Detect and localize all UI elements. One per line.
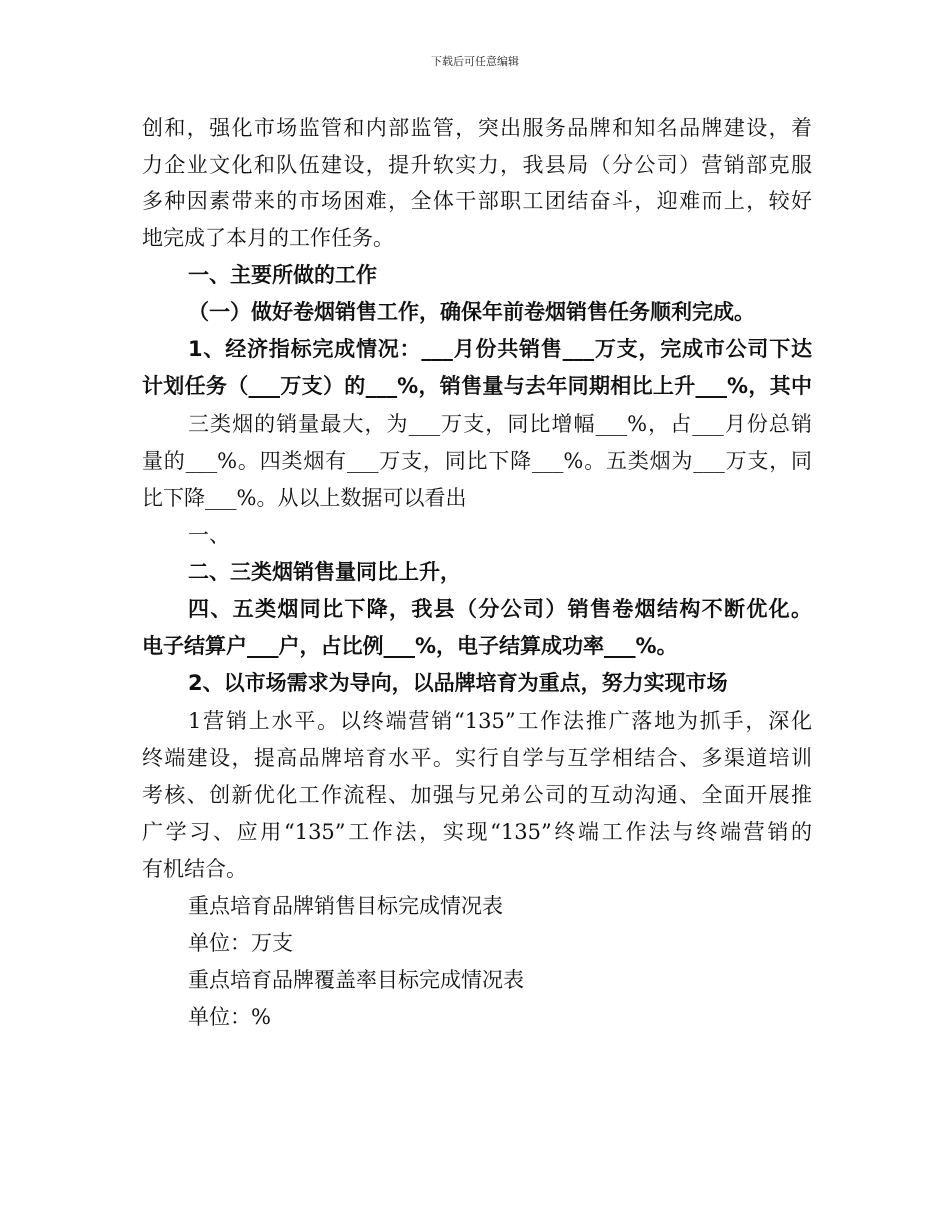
paragraph-line: 有机结合。 [142, 857, 247, 881]
paragraph-line: 电子结算户___户，占比例___%，电子结算成功率___%。 [142, 634, 678, 658]
paragraph-line: 1营销上水平。以终端营销“135”工作法推广落地为抓手，深化 [188, 709, 812, 733]
section-heading: 一、主要所做的工作 [188, 263, 377, 287]
paragraph-line: 多种因素带来的市场困难，全体干部职工团结奋斗，迎难而上，较好 [142, 189, 812, 213]
paragraph-line: 三类烟的销量最大，为___万支，同比增幅___%，占___月份总销 [188, 412, 812, 436]
paragraph-line: 地完成了本月的工作任务。 [142, 226, 394, 250]
paragraph-line: 考核、创新优化工作流程、加强与兄弟公司的互动沟通、全面开展推 [142, 783, 812, 807]
paragraph-line: 1、经济指标完成情况：___月份共销售___万支，完成市公司下达 [188, 337, 812, 361]
page-header: 下载后可任意编辑 [431, 55, 519, 68]
paragraph-line: 终端建设，提高品牌培育水平。实行自学与互学相结合、多渠道培训 [142, 746, 812, 770]
table-caption: 重点培育品牌覆盖率目标完成情况表 [188, 968, 524, 992]
paragraph-line: 量的___%。四类烟有___万支，同比下降___%。五类烟为___万支，同 [142, 449, 812, 473]
paragraph-line: 一、 [188, 523, 230, 547]
table-unit: 单位：万支 [188, 931, 293, 955]
paragraph-line: 创和，强化市场监管和内部监管，突出服务品牌和知名品牌建设，着 [142, 116, 812, 140]
paragraph-line: 四、五类烟同比下降，我县（分公司）销售卷烟结构不断优化。 [188, 597, 812, 621]
subsection-heading: （一）做好卷烟销售工作，确保年前卷烟销售任务顺利完成。 [188, 300, 755, 324]
paragraph-line: 力企业文化和队伍建设，提升软实力，我县局（分公司）营销部克服 [142, 153, 812, 177]
paragraph-line: 比下降___%。从以上数据可以看出 [142, 486, 467, 510]
paragraph-line: 计划任务（___万支）的___%，销售量与去年同期相比上升___%，其中 [142, 374, 812, 398]
subsection-heading: 2、以市场需求为导向，以品牌培育为重点，努力实现市场 [188, 671, 728, 695]
table-caption: 重点培育品牌销售目标完成情况表 [188, 894, 503, 918]
paragraph-line: 二、三类烟销售量同比上升， [188, 560, 461, 584]
paragraph-line: 广学习、应用“135”工作法，实现“135”终端工作法与终端营销的 [142, 820, 812, 844]
table-unit: 单位：% [188, 1005, 271, 1029]
